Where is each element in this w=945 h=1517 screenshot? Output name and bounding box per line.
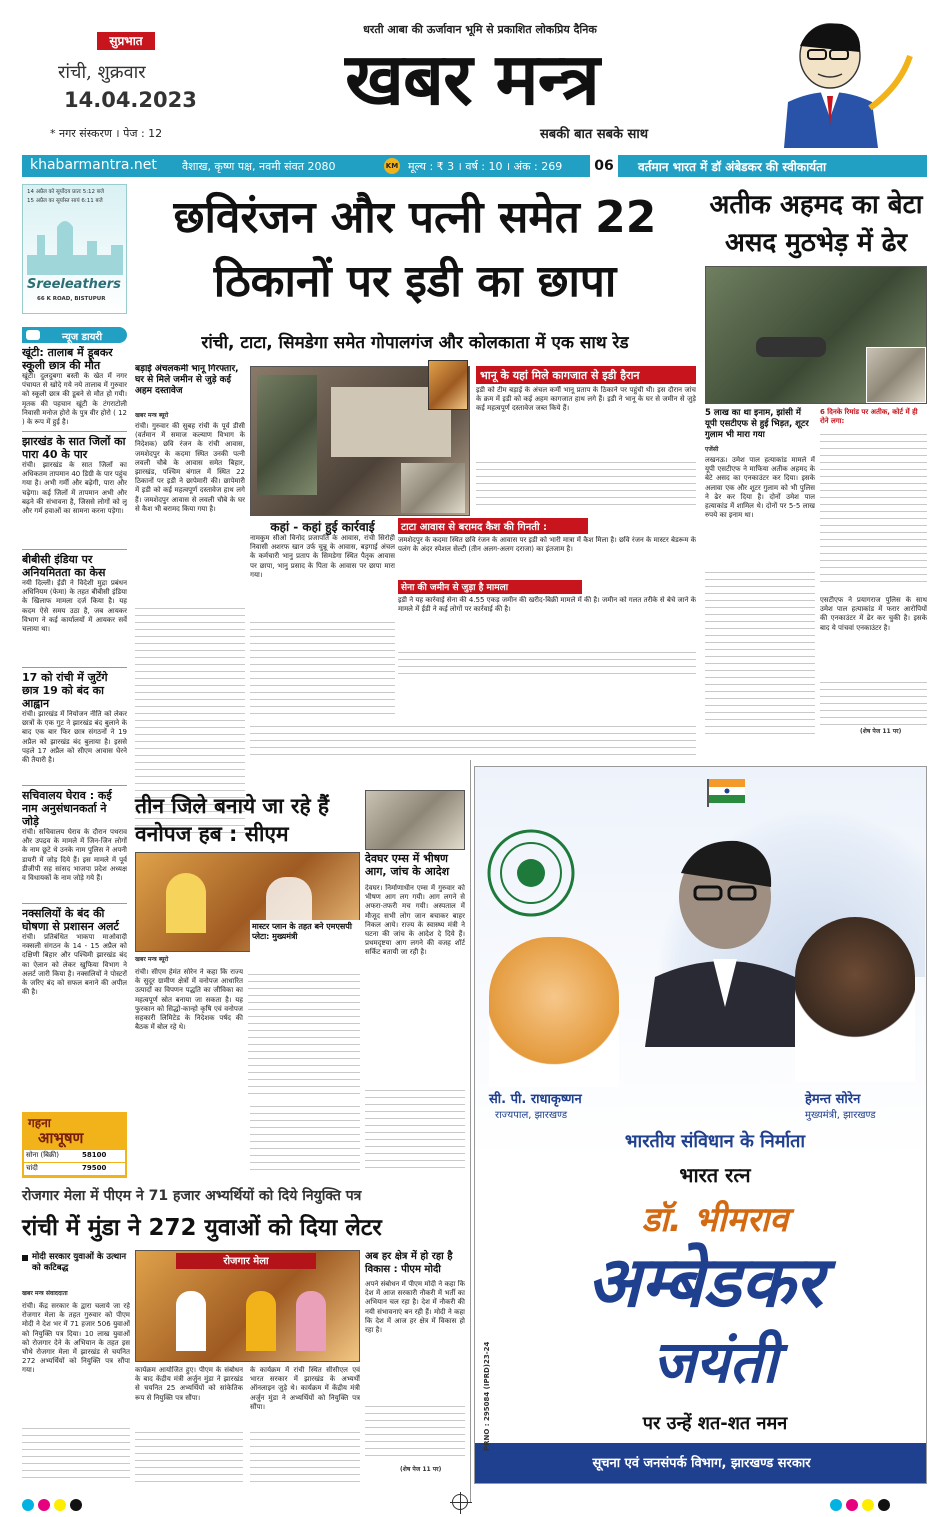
rojgar-photo: [135, 1250, 360, 1362]
skyline-icon: [27, 215, 123, 275]
sena-land-body: इडी ने यह कार्रवाई सेना की 4.55 एकड़ जमीन की खरीद-बिक्री मामले में की है। जमीन को गलत तरीके से बेचे जाने के मामले में ईडी ने कई लोगों पर कार्रवाई की है।: [398, 596, 696, 614]
tagline-top: धरती आबा की ऊर्जावान भूमि से प्रकाशित लोकप्रिय दैनिक: [363, 23, 597, 36]
governor-title: राज्यपाल, झारखण्ड: [495, 1110, 568, 1121]
rojgar-subhead: रांची में मुंडा ने 272 युवाओं को दिया लेटर: [22, 1215, 382, 1241]
registration-marks-right: [830, 1496, 894, 1515]
ad-address: 66 K ROAD, BISTUPUR: [37, 296, 106, 302]
cm-photo: [795, 917, 915, 1082]
india-flag-icon: [707, 779, 747, 807]
brief-khunti: [22, 346, 127, 432]
atiq-continued-text: [705, 566, 815, 736]
story-side-column: [135, 364, 245, 836]
paper-name-logo: खबर मन्त्र: [345, 37, 599, 121]
brief-headline: खूंटी: तालाब में डूबकर स्कूली छात्र की मौत: [22, 346, 113, 372]
cm-photo-caption: मास्टर प्लान के तहत बने एमएसपी प्लेटा: मुख्यमंत्री: [250, 920, 360, 952]
bullet-square-icon: [22, 1255, 28, 1261]
brief-body: रांची। झारखंड के सात जिलों का अधिकतम तापमान 40 डिग्री के पार पहुंच गया है। अभी गर्मी और बढ़ेगी, पारा और चढ़ेगा। कई जिलों में तापमान अभी और बढ़ने की संभावना है, जिससे लोगों को लू और गर्म हवाओं का सामना करना पड़ेगा।: [22, 461, 127, 516]
vanopaj-headline: तीन जिले बनाये जा रहे हैं वनोपज हब : सीएम: [135, 794, 330, 846]
infobar-right-text: वर्तमान भारत में डॉ अंबेडकर की स्वीकार्यता: [638, 160, 827, 174]
atiq-headline: अतीक अहमद का बेटा असद मुठभेड़ में ढेर: [709, 190, 923, 258]
crosshair-icon: [452, 1494, 468, 1510]
cm-title: मुख्यमंत्री, झारखण्ड: [805, 1110, 876, 1121]
atiq-inset-caption: 6 दिनके रिमांड पर अतीक, कोर्ट में ही रोने लगा:: [820, 408, 918, 425]
ad-footer: सूचना एवं जनसंपर्क विभाग, झारखण्ड सरकार: [475, 1443, 927, 1484]
deoghar-body: देवघर। निर्माणाधीन एम्स में गुरुवार को भीषण आग लग गयी। आग लगने से अफरा-तफरी मच गयी। अस्पताल में मौजूद सभी लोग जान बचाकर बाहर निकल आये। राज्य के स्वास्थ्य मंत्री ने घटना की जांच के आदेश दे दिये हैं। प्रथमदृष्टया आग लगने की वजह शॉर्ट सर्किट बतायी जा रही है।: [365, 884, 465, 957]
ad-brand: Sreeleathers: [27, 277, 121, 292]
edition-tag: सुप्रभात: [97, 32, 155, 50]
main-story-lower-text: [250, 720, 696, 760]
modi-side-body: अपने संबोधन में पीएम मोदी ने कहा कि देश में आज सरकारी नौकरी में भर्ती का अभियान चल रहा है। देश में नौकरी की नयी संभावनाएं बन रही हैं। मोदी ने कहा कि देश में आज हर क्षेत्र में विकास हो रहा है।: [365, 1280, 465, 1335]
ad-line-constitution: भारतीय संविधान के निर्माता: [624, 1131, 806, 1152]
gold-rate-row: सोना (बिक्री) 58100: [24, 1150, 125, 1162]
website-link[interactable]: khabarmantra.net: [30, 157, 157, 173]
rojgar-photo-banner: रोजगार मेला: [176, 1253, 316, 1269]
main-headline-line2: ठिकानों पर इडी का छापा: [213, 256, 617, 307]
gahna-ad[interactable]: [22, 1112, 127, 1178]
bhanu-body: इडी को टीम बड़ाई के अंचल कर्मी भानू प्रताप के ठिकाने पर पहुंची थी। इस दौरान जांच के क्रम में इडी को कई अहम कागजात हाथ लगे हैं। इडी ने भानू के घर से जमीन से जुड़े कई महत्वपूर्ण दस्तावेज जब्त किये हैं।: [476, 386, 696, 413]
slogan: सबकी बात सबके साथ: [540, 127, 648, 142]
gahna-subtitle: आभूषण: [38, 1129, 84, 1147]
km-badge: KM: [384, 158, 400, 174]
rojgar-body: रांची। केंद्र सरकार के द्वारा चलाये जा रहे रोजगार मेला के तहत गुरुवार को पीएम मोदी ने देश भर में 71 हजार 506 युवाओं को नियुक्ति पत्र दिया। 10 लाख युवाओं को रोजगार देने के अभियान के तहत इस चौथे रोजगार मेला में झारखंड से चयनित 272 अभ्यर्थियों को नियुक्ति पत्र सौंपा गया।: [22, 1302, 130, 1375]
rojgar-body-2: कार्यक्रम आयोजित हुए। पीएम के संबोधन के बाद केंद्रीय मंत्री अर्जुन मुंडा ने झारखंड से चयनित 25 अभ्यर्थियों को सांकेतिक रूप से नियुक्ति पत्र सौंपा।: [135, 1366, 243, 1402]
governor-name: सी. पी. राधाकृष्णन: [489, 1092, 582, 1107]
silver-rate-row: चांदी 79500: [24, 1163, 125, 1175]
news-diary-label: न्यूज डायरी: [22, 327, 127, 343]
story-kicker: बड़ाई अंचलकर्मी भानू गिरफ्तार, घर से मिले जमीन से जुड़े कई अहम दस्तावेज: [135, 364, 239, 396]
column-rule: [470, 760, 471, 1502]
modi-side-continued: [365, 1400, 465, 1462]
ad-line-ambedkar: अम्बेडकर: [586, 1241, 824, 1323]
fire-photo: [365, 790, 465, 850]
kahan-caption: कहां - कहां हुई कार्रवाई: [270, 520, 375, 534]
encounter-photo: [705, 266, 927, 404]
main-headline-line1: छविरंजन और पत्नी समेत 22: [173, 192, 657, 243]
info-bar: [22, 155, 927, 177]
panchang-text: वैशाख, कृष्ण पक्ष, नवमी संवत 2080: [182, 160, 336, 173]
brief-headline: बीबीसी इंडिया पर अनियमितता का केस: [22, 553, 106, 579]
deoghar-headline: देवघर एम्स में भीषण आग, जांच के आदेश: [365, 852, 450, 878]
rojgar-body-2-continued: [135, 1426, 243, 1484]
sunset-line: 15 अप्रैल का सूर्यास्त सायं 6:11 बजे: [27, 198, 103, 204]
encounter-caption: 5 लाख का था इनाम, झांसी में यूपी एसटीएफ से हुई भिड़त, शूटर गुलाम भी मारा गया: [705, 408, 809, 440]
brief-students: [22, 668, 127, 786]
governor-photo: [489, 937, 619, 1087]
sreeleathers-ad[interactable]: [22, 184, 127, 314]
vanopaj-continued-text: [248, 968, 360, 1098]
page-number: 06: [590, 155, 618, 177]
tata-cash-body: जमशेदपुर के कदमा स्थित छवि रंजन के आवास पर इडी को भारी मात्रा में कैश मिला है। छवि रंजन के मास्टर बेडरूम के पलंग के अंदर स्पेशल सेल्टी (तीन अलग-अलग दराजा) का इंतजाम है।: [398, 536, 696, 554]
ad-line-dr-bhimrao: डॉ. भीमराव: [641, 1200, 789, 1240]
vanopaj-lower-text: [250, 1100, 360, 1176]
brief-temperature: [22, 432, 127, 550]
atiq-byline: एजेंसी: [705, 446, 719, 453]
sena-continued-text: [398, 646, 696, 676]
brief-headline: नक्सलियों के बंद की घोषणा से प्रशासन अलर्ट: [22, 907, 119, 933]
gahna-title: गहना: [28, 1116, 51, 1130]
brief-headline: झारखंड के सात जिलों का पारा 40 के पार: [22, 435, 126, 461]
bhanu-continued-text: [476, 456, 696, 510]
main-headline: [135, 186, 695, 326]
ambedkar-portrait-illustration: [760, 16, 920, 148]
brief-secretariat: [22, 786, 127, 904]
ad-line-bharat-ratna: भारत रत्न: [679, 1163, 751, 1187]
vanopaj-byline: खबर मन्त्र ब्यूरो: [135, 956, 169, 963]
sena-land-caption: सेना की जमीन से जुड़ा है मामला: [398, 580, 582, 594]
rojgar-bullet: मोदी सरकार युवाओं के उत्थान को कटिबद्ध: [22, 1252, 132, 1274]
brief-bbc: [22, 550, 127, 668]
cm-name: हेमन्त सोरेन: [805, 1092, 861, 1107]
ad-line-tribute: पर उन्हें शत-शत नमन: [642, 1413, 788, 1434]
issue-date: 14.04.2023: [64, 88, 197, 112]
price-issue: मूल्य : ₹ 3 । वर्ष : 10 । अंक : 269: [408, 160, 563, 173]
brief-body: खूंटी। दुलदुबगा बस्ती के खेत में नगर पंचायत से खोदे गये नये तालाब में गुरुवार को स्कूली छात्र की डूबने से मौत हो गयी। मृतक की पहचान खूंटी के टंगराटोली निवासी मनोज होरो के पुत्र वीर होरो ( 12 ) के रूप में हुई है।: [22, 372, 127, 427]
city-day: रांची, शुक्रवार: [58, 62, 146, 83]
modi-side-headline: अब हर क्षेत्र में हो रहा है विकास : पीएम मोदी: [365, 1251, 453, 1275]
left-news-column: [22, 346, 127, 1081]
rojgar-more[interactable]: (शेष पेज 11 पर): [400, 1466, 442, 1473]
kahan-body: नामकुम सीओ विनोद प्रजापति के आवास, रांची सिरोही निवासी अशरफ खान उर्फ चुन्नू के आवास, बड़गाई अंचल के कर्मचारी भानु प्रताप के सिमडेगा स्थित पैतृक आवास पर छापा, भानु प्रसाद के पिता के आवास पर छापा मारा गया।: [250, 534, 395, 579]
bhanu-caption: भानू के यहां मिले कागजात से इडी हैरान: [476, 366, 696, 384]
sunrise-line: 14 अप्रैल को सूर्योदय प्रातः 5:12 बजे: [27, 189, 105, 195]
atiq-body: लखनऊ। उमेश पाल हत्याकांड मामले में यूपी एसटीएफ ने माफिया अतीक अहमद के बेटे असद का एनकाउंटर कर दिया। इसके अलावा एक और शूटर गुलाम को भी पुलिस ने ढेर कर दिया है। दोनों उमेश पाल हत्याकांड में शामिल थे। दोनों पर 5-5 लाख रुपये का इनाम था।: [705, 456, 815, 520]
brief-body: नयी दिल्ली। ईडी ने विदेशी मुद्रा प्रबंधन अधिनियम (फेमा) के तहत बीबीसी इंडिया के खिलाफ मामला दर्ज किया है। यह कदम ऐसे समय उठा है, जब आयकर विभाग ने कई कार्यालयों में आयकर सर्वे चलाया था।: [22, 579, 127, 634]
ambedkar-jayanti-ad[interactable]: [474, 766, 927, 1484]
ad-prno: PRNO : 295084 (IPRD)23-24: [483, 1341, 491, 1451]
main-subhead: रांची, टाटा, सिमडेगा समेत गोपालगंज और कोलकाता में एक साथ रेड: [201, 333, 629, 353]
atiq-body-2: एसटीएफ ने प्रयागराज पुलिस के साथ उमेश पाल हत्याकांड में फरार आरोपियों की एनकाउंटर में ढेर कर चुकी है। इसके बाद ये पांचवां एनकाउंटर है।: [820, 596, 927, 632]
kahan-continued-text: [250, 616, 395, 716]
rojgar-byline: खबर मन्त्र संवाददाता: [22, 1290, 68, 1297]
ad-line-jayanti: जयंती: [652, 1328, 778, 1396]
atiq-body-2-continued: [820, 676, 927, 726]
bhanu-photo: [428, 360, 468, 410]
brief-headline: सचिवालय घेराव : कई नाम अनुसंधानकर्ता ने जोड़े: [22, 789, 112, 828]
edition-info: * नगर संस्करण । पेज : 12: [50, 127, 163, 140]
brief-body: रांची। सचिवालय घेराव के दौरान पथराव और उपद्रव के मामले में जिन-जिन लोगों के नाम छूटे थे उनके नाम पुलिस ने अपनी डायरी में जोड़ दिये हैं। इस मामले में पूर्व डीजीपी सह सांसद भाजपा प्रदेश अध्यक्ष व विधायकों के नाम जोड़े गये हैं।: [22, 828, 127, 883]
rojgar-continued-text: [22, 1422, 130, 1484]
masthead: [0, 0, 945, 152]
registration-marks-left: [22, 1496, 86, 1515]
rojgar-body-3-continued: [250, 1426, 360, 1484]
story-body: रांची। गुरुवार की सुबह रांची के पूर्व डीसी (वर्तमान में समाज कल्याण विभाग के निदेशक) छवि रंजन के रांची आवास, जमशेदपुर के कदमा स्थित उनकी पत्नी लवली चौबे के आवास समेत बिहार, झारखंड, पश्चिम बंगाल में स्थित 22 ठिकानों पर इडी ने छापेमारी की। छापेमारी में इडी को कई महत्वपूर्ण दस्तावेज हाथ लगे हैं। जमशेदपुर आवास से लवली चौबे के घर से कैश भी बरामद किया गया है।: [135, 422, 245, 513]
atiq-more[interactable]: (शेष पेज 11 पर): [860, 728, 902, 735]
rojgar-headline: रोजगार मेला में पीएम ने 71 हजार अभ्यर्थियों को दिये नियुक्ति पत्र: [22, 1188, 362, 1204]
deoghar-continued-text: [365, 1084, 465, 1174]
jharkhand-emblem-icon: [485, 827, 577, 919]
brief-body: रांची। प्रतिबंधित भाकपा माओवादी नक्सली संगठन के 14 - 15 अप्रैल को दक्षिणी बिहार और पश्चिमी झारखंड बंद का ऐलान को लेकर खुफिया विभाग ने अलर्ट जारी किया है। नक्सलियों ने पोस्टरों के जरिए बंद को सफल बनाने की अपील की है।: [22, 933, 127, 997]
news-diary-icon: [26, 330, 40, 340]
rojgar-body-3: के कार्यक्रम में रांची स्थित सीसीएल एवं भारत सरकार में झारखंड के अभ्यर्थी ऑनलाइन जुड़े थे। कार्यक्रम में केंद्रीय मंत्री अर्जुन मुंडा ने अभ्यर्थियों को नियुक्ति पत्र सौंपा।: [250, 1366, 360, 1411]
brief-headline: 17 को रांची में जुटेंगे छात्र 19 को बंद का आह्वान: [22, 671, 108, 710]
brief-body: रांची। झारखंड में नियोजन नीति को लेकर छात्रों के एक गुट ने झारखंड बंद बुलाने के बाद एक बार फिर छात्र संगठनों ने 19 अप्रैल को झारखंड बंद बुलाया है। इससे पहले 17 अप्रैल को सीएम आवास घेरने की तैयारी है।: [22, 710, 127, 765]
tata-cash-caption: टाटा आवास से बरामद कैश की गिनती :: [398, 518, 588, 534]
brief-naxal: [22, 904, 127, 1044]
atiq-inset-text: [820, 428, 927, 588]
vanopaj-body: रांची। सीएम हेमंत सोरेन ने कहा कि राज्य के सुदूर ग्रामीण क्षेत्रों में वनोपज आधारित उत्पादों का विपणन पद्धति का जीविका का महत्वपूर्ण स्रोत बनाया जा सकता है। यह फुरकान को सिद्धो-कान्हो कृषि एवं वनोपज सहकारी लिमिटेड के निदेशक पर्षद की बैठक में बोल रहे थे।: [135, 968, 243, 1032]
story-byline: खबर मन्त्र ब्यूरो: [135, 412, 169, 419]
